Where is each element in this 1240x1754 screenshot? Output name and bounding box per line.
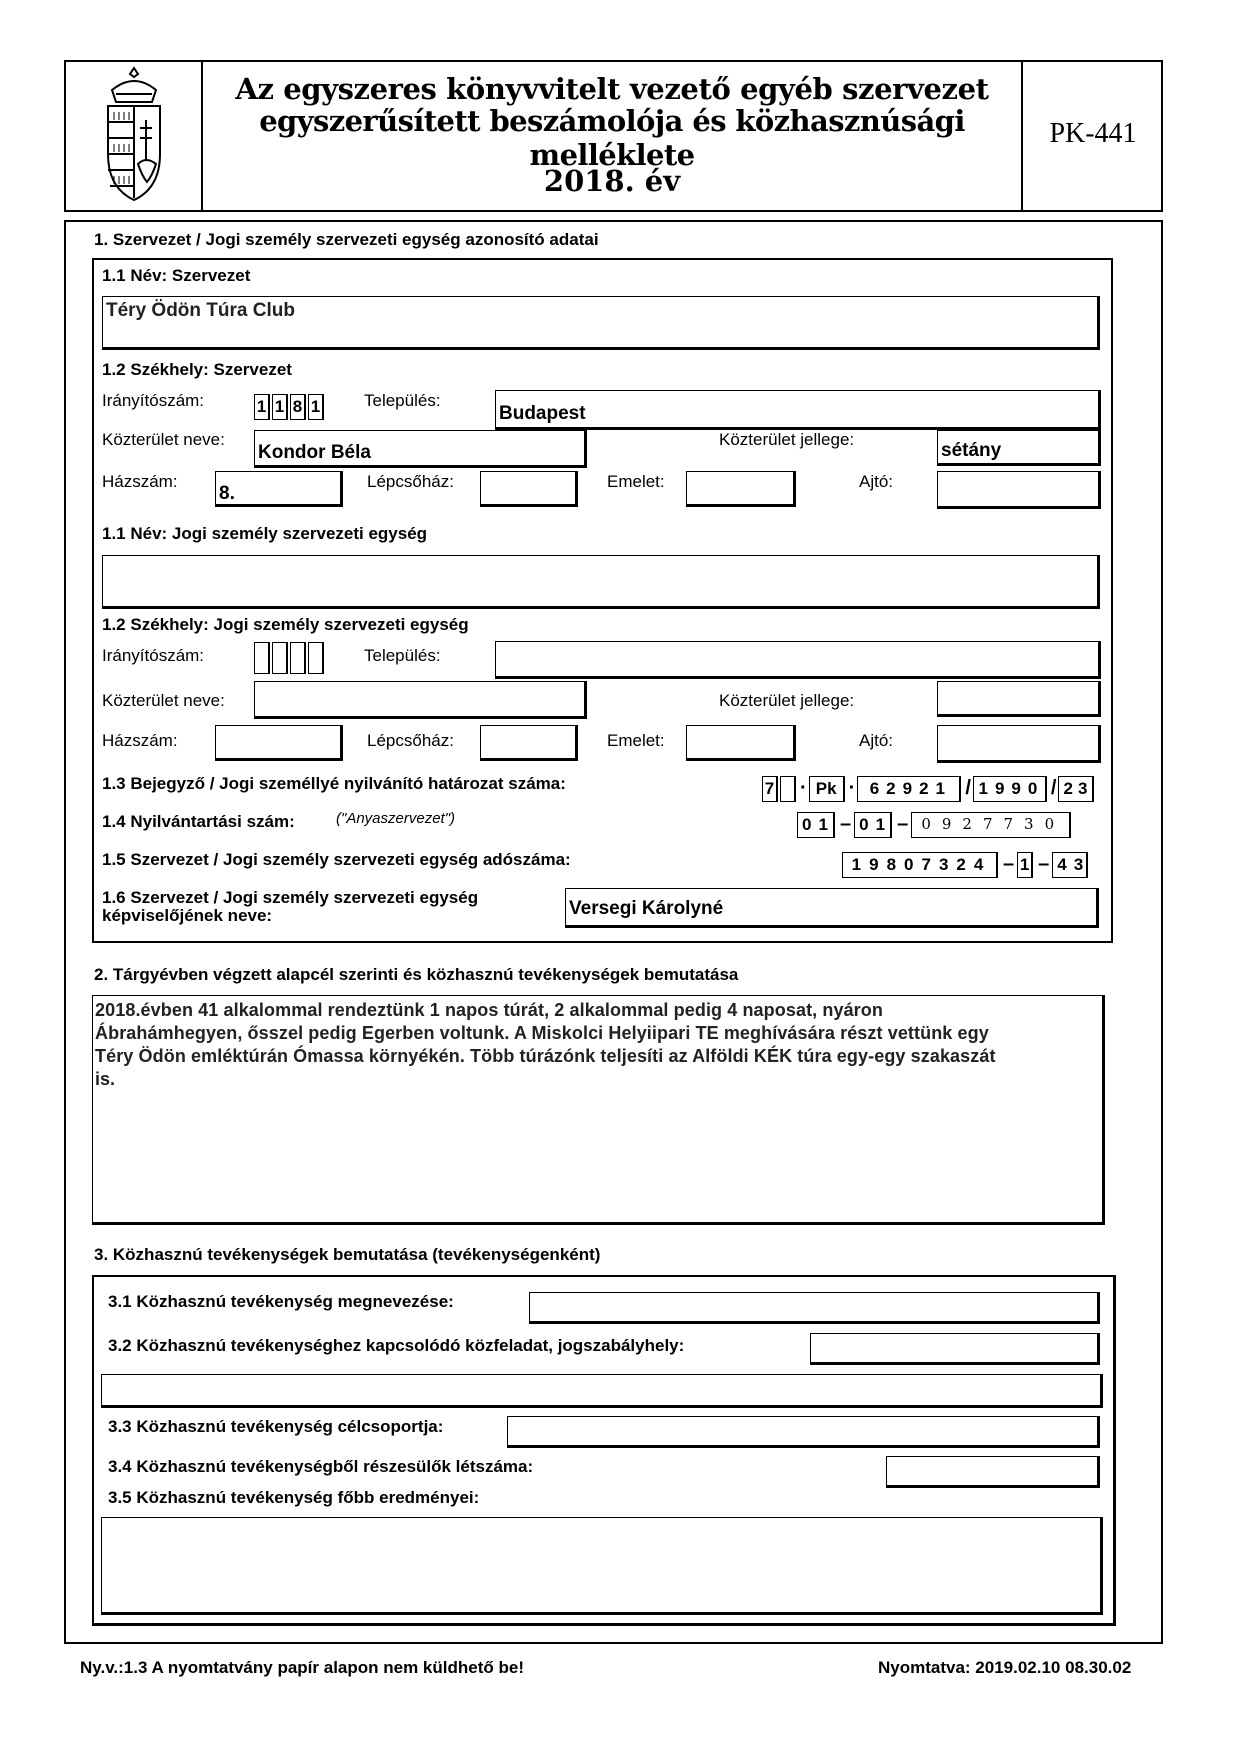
registrar-type: Pk [809,776,845,802]
unit-floor-field[interactable] [686,725,796,761]
section3-heading: 3. Közhasznú tevékenységek bemutatása (tevékenységenként) [94,1245,601,1264]
form-title-line1: Az egyszeres könyvvitelt vezető egyéb szervezet [235,72,989,106]
unit-name-field[interactable] [102,555,1100,609]
unit-street-label: Közterület neve: [102,691,225,710]
tax-part1: 19807324 [842,852,998,878]
org-floor-label: Emelet: [607,472,665,491]
main-results-label: 3.5 Közhasznú tevékenység főbb eredményei: [108,1488,480,1507]
postcode-digit-empty [308,642,324,674]
org-door-label: Ajtó: [859,472,894,491]
public-duty-label: 3.2 Közhasznú tevékenységhez kapcsolódó közfeladat, jogszabályhely: [108,1336,685,1355]
section1-heading: 1. Szervezet / Jogi személy szervezeti egység azonosító adatai [94,230,599,249]
postcode-digit-empty [290,642,306,674]
tax-dash: – [1003,853,1015,875]
org-street-field[interactable] [254,430,587,468]
activity-text-line: Ábrahámhegyen, ősszel pedig Egerben voltunk. A Miskolci Helyiipari TE meghívására részt vettünk egy [95,1023,989,1043]
org-stair-label: Lépcsőház: [367,472,454,491]
unit-name-label: 1.1 Név: Jogi személy szervezeti egység [102,524,428,543]
form-year: 2018. év [543,164,681,198]
target-group-label: 3.3 Közhasznú tevékenység célcsoportja: [108,1417,444,1436]
registry-number-label: 1.4 Nyilvántartási szám: [102,812,295,831]
registry-number-cells[interactable] [797,812,1073,838]
org-door-field[interactable] [937,471,1101,509]
unit-house-field[interactable] [215,725,343,761]
registrar-decision-label: 1.3 Bejegyző / Jogi személlyé nyilvánító határozat száma: [102,774,566,793]
tax-number-label: 1.5 Szervezet / Jogi személy szervezeti egység adószáma: [102,850,571,869]
beneficiary-count-label: 3.4 Közhasznú tevékenységből részesülők létszáma: [108,1457,534,1476]
org-postcode-cells[interactable] [254,394,326,420]
registrar-court: 7 [762,776,778,802]
registrar-separator: · [800,777,807,799]
public-duty-field[interactable] [810,1333,1100,1365]
coat-of-arms-logo [94,64,174,206]
registry-number-note: ("Anyaszervezet") [336,810,456,827]
registrar-year: 1990 [973,776,1047,802]
registry-dash: – [840,813,852,835]
unit-stair-field[interactable] [480,725,578,761]
org-street-type-field[interactable] [937,430,1101,466]
activity-text-line: is. [95,1069,116,1089]
org-floor-field[interactable] [686,471,796,507]
postcode-digit: 1 [308,394,324,420]
org-house-field[interactable] [215,471,343,507]
postcode-digit-empty [254,642,270,674]
tax-dash: – [1038,853,1050,875]
section2-heading: 2. Tárgyévben végzett alapcél szerinti és közhasznú tevékenységek bemutatása [94,965,739,984]
representative-name-value: Versegi Károlyné [569,898,724,919]
unit-door-field[interactable] [937,725,1101,763]
representative-name-field[interactable] [565,888,1099,928]
org-postcode-label: Irányítószám: [102,391,205,410]
org-city-field[interactable] [495,390,1101,430]
activity-description-field[interactable] [92,995,1105,1225]
tax-number-cells[interactable] [842,852,1090,878]
unit-seat-label: 1.2 Székhely: Jogi személy szervezeti egység [102,615,469,634]
org-street-value: Kondor Béla [258,442,371,463]
main-results-field[interactable] [101,1517,1103,1615]
representative-label-line1: 1.6 Szervezet / Jogi személy szervezeti egység [102,888,479,907]
form-title-line2: egyszerűsített beszámolója és közhasznúsági melléklete [259,104,965,172]
unit-city-field[interactable] [495,641,1101,679]
org-name-label: 1.1 Név: Szervezet [102,266,251,285]
activity-text-line: 2018.évben 41 alkalommal rendeztünk 1 napos túrát, 2 alkalommal pedig 4 naposat, nyáron [95,1000,883,1020]
org-street-type-label: Közterület jellege: [719,430,855,449]
form-code: PK-441 [1049,118,1137,149]
registrar-slash: / [1050,777,1057,799]
org-name-value: Téry Ödön Túra Club [106,300,295,321]
org-house-value: 8. [219,483,235,504]
registry-part2: 01 [854,812,892,838]
tax-part2: 1 [1017,852,1033,878]
unit-street-field[interactable] [254,681,587,719]
unit-street-type-label: Közterület jellege: [719,691,855,710]
postcode-digit-empty [272,642,288,674]
org-name-field[interactable] [102,296,1100,350]
org-street-type-value: sétány [941,440,1002,461]
unit-postcode-label: Irányítószám: [102,646,205,665]
postcode-digit: 8 [290,394,306,420]
unit-street-type-field[interactable] [937,681,1101,717]
registrar-separator: · [848,777,856,799]
target-group-field[interactable] [507,1416,1100,1448]
registrar-court-pad [780,776,796,802]
registrar-suffix: 23 [1058,776,1094,802]
footer-notice: Ny.v.:1.3 A nyomtatvány papír alapon nem küldhető be! [80,1658,524,1677]
org-street-label: Közterület neve: [102,430,225,449]
registrar-slash: / [965,777,971,799]
footer-printed-timestamp: Nyomtatva: 2019.02.10 08.30.02 [878,1658,1132,1677]
unit-house-label: Házszám: [102,731,178,750]
activity-text-line: Téry Ödön emléktúrán Ómassa környékén. Több túrázónk teljesíti az Alföldi KÉK túra egy-egy szakaszát [95,1046,996,1066]
org-house-label: Házszám: [102,472,178,491]
registry-part1: 01 [797,812,835,838]
unit-postcode-cells[interactable] [254,642,326,674]
registry-part3: 0927730 [911,812,1071,838]
unit-door-label: Ajtó: [859,731,894,750]
unit-city-label: Település: [364,646,441,665]
public-duty-continuation-field[interactable] [101,1374,1103,1408]
representative-label-line2: képviselőjének neve: [102,906,273,925]
postcode-digit: 1 [254,394,270,420]
registrar-decision-cells[interactable] [762,776,1096,802]
public-activity-name-field[interactable] [529,1292,1100,1324]
org-city-value: Budapest [499,403,586,424]
org-seat-label: 1.2 Székhely: Szervezet [102,360,292,379]
registry-dash: – [897,813,909,835]
unit-stair-label: Lépcsőház: [367,731,454,750]
beneficiary-count-field[interactable] [886,1456,1100,1488]
org-city-label: Település: [364,391,441,410]
org-stair-field[interactable] [480,471,578,507]
postcode-digit: 1 [272,394,288,420]
registrar-number: 62921 [857,776,961,802]
public-activity-name-label: 3.1 Közhasznú tevékenység megnevezése: [108,1292,454,1311]
tax-part3: 43 [1052,852,1088,878]
unit-floor-label: Emelet: [607,731,665,750]
